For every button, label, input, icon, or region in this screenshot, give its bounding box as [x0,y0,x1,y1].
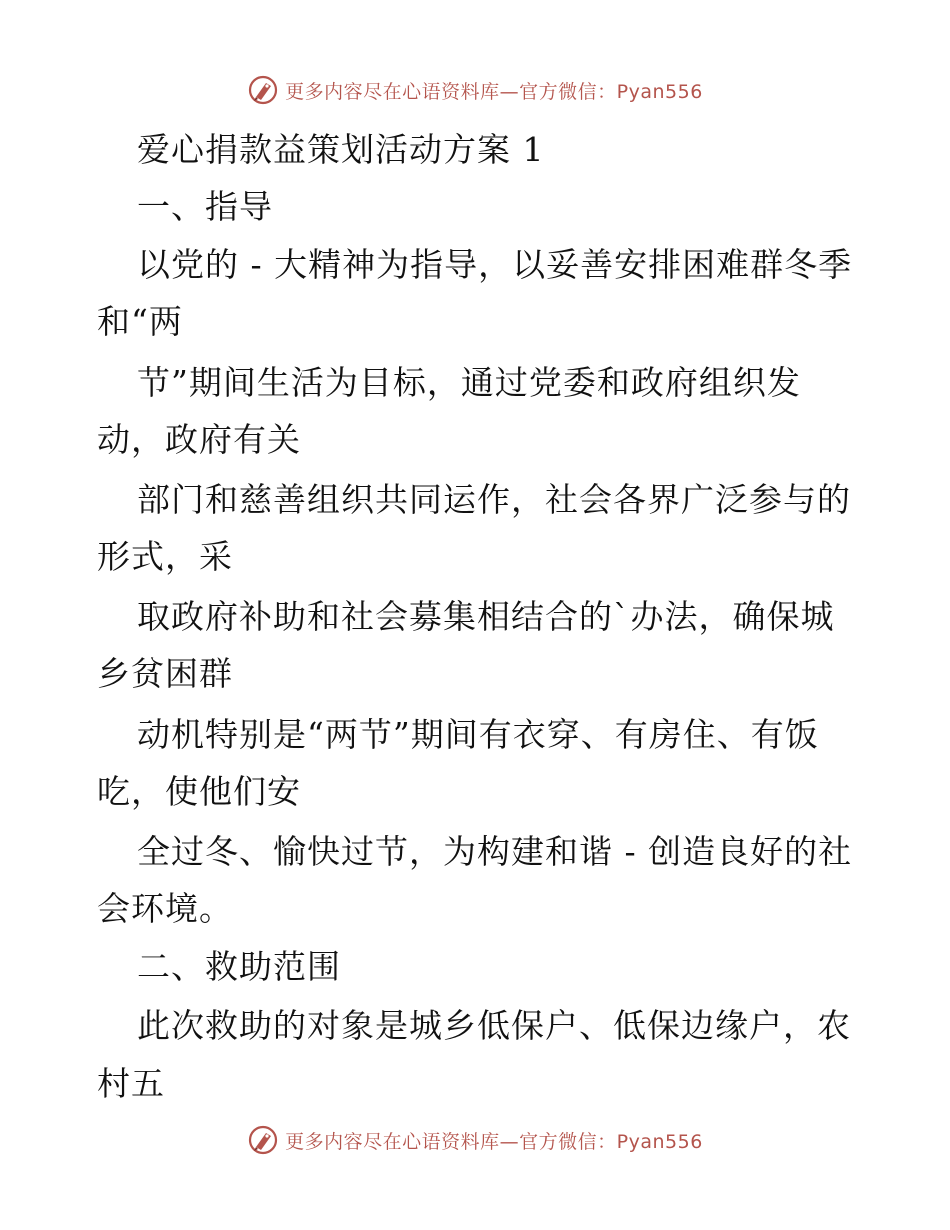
paragraph-line: 动，政府有关 [97,420,301,459]
paragraph-line: 和“两 [97,302,183,341]
paragraph-line: 形式，采 [97,537,233,576]
footer-banner [0,1120,950,1160]
header-banner [0,70,950,110]
paragraph-line: 动机特别是“两节”期间有衣穿、有房住、有饭 [137,715,819,754]
footer-banner-content [247,1124,703,1156]
paragraph-line: 乡贫困群 [97,654,233,693]
header-banner-content [247,74,703,106]
footer-banner-text: 更多内容尽在心语资料库—官方微信：Pyan556 [285,1130,703,1153]
header-banner-text: 更多内容尽在心语资料库—官方微信：Pyan556 [285,80,703,103]
paragraph-line: 取政府补助和社会募集相结合的`办法，确保城 [137,597,835,636]
paragraph-line: 以党的 - 大精神为指导，以妥善安排困难群冬季 [137,245,853,284]
paragraph-line: 会环境。 [97,889,233,928]
pen-nib-logo-icon [247,74,279,106]
paragraph-line: 部门和慈善组织共同运作，社会各界广泛参与的 [137,480,851,519]
paragraph-line: 村五 [97,1064,165,1103]
paragraph-line: 节”期间生活为目标，通过党委和政府组织发 [137,363,801,402]
pen-nib-logo-icon [247,1124,279,1156]
paragraph-line: 吃，使他们安 [97,772,301,811]
section-heading-scope: 二、救助范围 [137,947,341,986]
paragraph-line: 此次救助的对象是城乡低保户、低保边缘户，农 [137,1006,851,1045]
section-heading-guidance: 一、指导 [137,187,273,226]
document-title: 爱心捐款益策划活动方案 1 [137,130,545,169]
paragraph-line: 全过冬、愉快过节，为构建和谐 - 创造良好的社 [137,832,853,871]
